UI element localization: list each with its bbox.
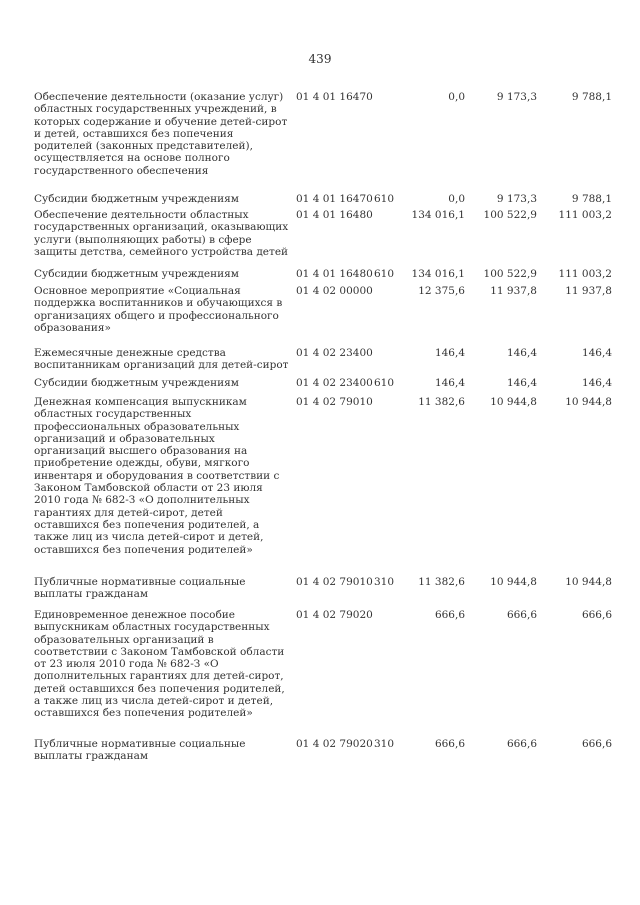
row-code: 01 4 02 79020 <box>296 609 373 621</box>
row-code: 01 4 02 79020 <box>296 738 373 750</box>
row-code: 01 4 01 16480 <box>296 268 373 280</box>
row-value-1: 666,6 <box>434 738 465 750</box>
row-description: Денежная компенсация выпускникам областных государственных профессиональных образовательных организаций и образовательных организаций высшего образования на приобретение одежды, обуви, мягкого инвентаря и оборудования в соответствии с Законом Тамбовской области от 23 июля 2010 года № 682-З «О дополнительных гарантиях для детей-сирот, детей оставшихся без попечения родителей, а также лиц из числа детей-сирот и детей, оставшихся без попечения родителей» <box>34 396 280 556</box>
row-code: 01 4 02 79010 <box>296 396 373 408</box>
row-value-2: 9 173,3 <box>496 91 537 103</box>
row-value-3: 10 944,8 <box>565 576 612 588</box>
row-expense-type: 610 <box>374 377 395 389</box>
row-value-3: 9 788,1 <box>571 91 612 103</box>
row-expense-type: 310 <box>374 576 395 588</box>
row-code: 01 4 01 16470 <box>296 91 373 103</box>
row-expense-type: 610 <box>374 268 395 280</box>
row-value-2: 10 944,8 <box>490 396 537 408</box>
row-code: 01 4 01 16470 <box>296 193 373 205</box>
row-value-3: 10 944,8 <box>565 396 612 408</box>
row-code: 01 4 02 23400 <box>296 377 373 389</box>
row-value-1: 11 382,6 <box>418 576 465 588</box>
row-description: Субсидии бюджетным учреждениям <box>34 377 239 389</box>
row-value-1: 0,0 <box>448 91 465 103</box>
row-value-2: 100 522,9 <box>483 268 537 280</box>
row-value-1: 12 375,6 <box>418 285 465 297</box>
row-value-1: 0,0 <box>448 193 465 205</box>
row-expense-type: 310 <box>374 738 395 750</box>
row-value-3: 9 788,1 <box>571 193 612 205</box>
row-value-1: 134 016,1 <box>411 209 465 221</box>
row-value-1: 666,6 <box>434 609 465 621</box>
row-value-3: 111 003,2 <box>558 209 612 221</box>
row-value-3: 11 937,8 <box>565 285 612 297</box>
row-code: 01 4 02 79010 <box>296 576 373 588</box>
row-value-3: 111 003,2 <box>558 268 612 280</box>
row-value-1: 11 382,6 <box>418 396 465 408</box>
row-description: Основное мероприятие «Социальная поддержка воспитанников и обучающихся в организациях общего и профессионального образования» <box>34 285 283 334</box>
row-description: Обеспечение деятельности (оказание услуг) областных государственных учреждений, в которых содержание и обучение детей-сирот и детей, оставшихся без попечения родителей (законных представителей), осуществляется на основе полного государственного обеспечения <box>34 91 288 177</box>
row-value-3: 666,6 <box>581 738 612 750</box>
row-value-2: 9 173,3 <box>496 193 537 205</box>
row-description: Обеспечение деятельности областных государственных организаций, оказывающих услуги (выполняющих работы) в сфере защиты детства, семейного устройства детей <box>34 209 289 258</box>
row-value-3: 146,4 <box>581 347 612 359</box>
row-description: Субсидии бюджетным учреждениям <box>34 193 239 205</box>
row-description: Ежемесячные денежные средства воспитанникам организаций для детей-сирот <box>34 347 289 372</box>
row-description: Публичные нормативные социальные выплаты гражданам <box>34 738 246 763</box>
row-value-2: 666,6 <box>506 738 537 750</box>
row-description: Субсидии бюджетным учреждениям <box>34 268 239 280</box>
row-code: 01 4 02 00000 <box>296 285 373 297</box>
row-value-2: 146,4 <box>506 347 537 359</box>
row-code: 01 4 01 16480 <box>296 209 373 221</box>
row-description: Единовременное денежное пособие выпускникам областных государственных образовательных организаций в соответствии с Законом Тамбовской области от 23 июля 2010 года № 682-З «О дополнительных гарантиях для детей-сирот, детей оставшихся без попечения родителей, а также лиц из числа детей-сирот и детей, оставшихся без попечения родителей» <box>34 609 285 720</box>
row-code: 01 4 02 23400 <box>296 347 373 359</box>
row-value-2: 146,4 <box>506 377 537 389</box>
row-description: Публичные нормативные социальные выплаты гражданам <box>34 576 246 601</box>
row-value-2: 11 937,8 <box>490 285 537 297</box>
row-value-1: 146,4 <box>434 377 465 389</box>
row-value-1: 134 016,1 <box>411 268 465 280</box>
row-value-3: 666,6 <box>581 609 612 621</box>
row-value-2: 666,6 <box>506 609 537 621</box>
page-number: 439 <box>308 52 332 66</box>
row-expense-type: 610 <box>374 193 395 205</box>
row-value-2: 10 944,8 <box>490 576 537 588</box>
row-value-1: 146,4 <box>434 347 465 359</box>
row-value-3: 146,4 <box>581 377 612 389</box>
row-value-2: 100 522,9 <box>483 209 537 221</box>
